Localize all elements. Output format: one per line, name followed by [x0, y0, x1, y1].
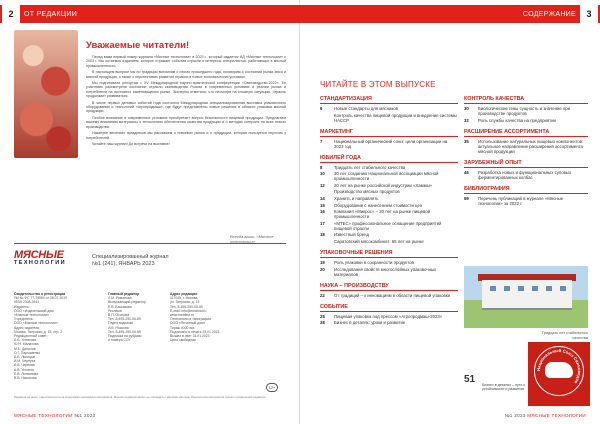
- toc-entry[interactable]: [464, 196, 588, 206]
- toc-entry[interactable]: [464, 118, 588, 123]
- toc-page-number: 30: [464, 106, 469, 111]
- imprint-line: А.В. Чернова: [14, 363, 35, 368]
- imprint-column: [108, 292, 166, 342]
- toc-section-header: СТАНДАРТИЗАЦИЯ: [320, 96, 458, 104]
- imprint-line: Вышел в свет 31.01.2023: [170, 334, 210, 339]
- imprint-line: Издатель:: [14, 304, 30, 309]
- imprint-header: Адрес редакции: [170, 292, 198, 296]
- imprint-line: Отпечатано в типографии: [170, 317, 211, 322]
- factory-window: [560, 286, 566, 291]
- right-page: [300, 0, 600, 424]
- toc-section-header: ЮБИЛЕЙ ГОДА: [320, 155, 458, 163]
- toc-section: [464, 96, 588, 123]
- toc-page-number: 8: [320, 164, 323, 170]
- toc-page-number: [320, 113, 334, 123]
- toc-entry-title: Разработка новых и функциональных суповых ферментированных колбас: [478, 169, 572, 180]
- toc-page-number: 25: [320, 313, 325, 319]
- factory-window: [546, 286, 552, 291]
- imprint-line: И.М. Чернуха: [14, 359, 36, 364]
- toc-page-number: 20: [320, 266, 325, 272]
- toc-section-header: КОНТРОЛЬ КАЧЕСТВА: [464, 96, 588, 104]
- imprint-line: Реклама: [108, 308, 122, 313]
- imprint-line: Л.М. Романова: [108, 296, 132, 301]
- toc-page-number: 59: [464, 195, 469, 201]
- imprint-line: Отдел подписки: [108, 321, 134, 326]
- toc-entry-title: Использование натуральных пищевых компонентов: актуальное направление расширения ассортимента мясной продукции: [478, 138, 584, 154]
- toc-page-number: 46: [464, 169, 469, 175]
- logo-subtext: ТЕХНОЛОГИИ: [14, 260, 66, 266]
- factory-photo: [464, 266, 588, 328]
- toc-page-number: 22: [320, 292, 325, 298]
- age-rating-badge: 12+: [266, 383, 278, 392]
- imprint-line: 117049, г. Москва,: [170, 296, 199, 301]
- toc-entry[interactable]: [464, 106, 588, 116]
- promo-page-number: 51: [464, 374, 476, 385]
- factory-window: [532, 286, 538, 291]
- factory-building: [482, 280, 572, 310]
- toc-page-number: 35: [464, 138, 469, 144]
- toc-section-header: ЗАРУБЕЖНЫЙ ОПЫТ: [464, 160, 588, 168]
- left-section-bar: [0, 5, 300, 23]
- toc-entry[interactable]: [320, 106, 458, 111]
- toc-entry-title: Производство мясных продуктов: [334, 189, 400, 195]
- left-footer: [14, 413, 95, 418]
- imprint-line: ISSN 2308-2941: [14, 300, 40, 305]
- toc-entry[interactable]: [320, 221, 458, 231]
- imprint-line: «Мясные технологии»: [14, 313, 49, 318]
- toc-section-header: БИБЛИОГРАФИЯ: [464, 186, 588, 194]
- footer-brand: МЯСНЫЕ ТЕХНОЛОГИИ: [527, 413, 586, 418]
- toc-section-header: РАСШИРЕНИЕ АССОРТИМЕНТА: [464, 129, 588, 137]
- toc-entry-title: Оборудование с нанесением стоимости цен: [334, 202, 423, 208]
- imprint-line: А.В. Устинова: [14, 338, 36, 343]
- editorial-paragraph: Читайте наш журнал! До встречи на выставке!: [92, 141, 170, 146]
- editorial-text: [86, 55, 286, 148]
- toc-page-number: 12: [320, 182, 325, 188]
- imprint-line: Москва, Тверская, д. 15, стр. 2: [14, 329, 63, 334]
- imprint-line: Тел. 8-495-250-06-89: [108, 329, 141, 334]
- toc-entry[interactable]: [320, 314, 458, 319]
- toc-entry-title: Бизнес в деталях: уроки и развитие: [334, 320, 406, 326]
- imprint-header: Свидетельство о регистрации: [14, 292, 66, 296]
- imprint-line: Цена свободная: [170, 338, 196, 343]
- imprint-line: ООО «Издательский дом: [14, 308, 54, 313]
- toc-entry[interactable]: [320, 209, 458, 219]
- imprint-line: ПИ № ФС 77-75594 от 08.07.2019: [14, 296, 67, 301]
- imprint-line: ООО «Печатный дом»: [170, 321, 206, 326]
- toc-entry-title: Национальный органический союз: цели организации на 2023 год: [334, 138, 448, 149]
- divider: [14, 243, 286, 244]
- toc-entry[interactable]: [320, 267, 458, 277]
- toc-entry-title: Контроль качества пищевой продукции и внедрение системы НАССР: [334, 112, 457, 123]
- imprint-line: Тел. 8-495-250-06-89: [170, 304, 203, 309]
- toc-entry[interactable]: [320, 183, 458, 188]
- imprint-column: [170, 292, 226, 342]
- right-footer: [505, 413, 586, 418]
- imprint-line: Тел. 8-495-250-06-89: [108, 317, 141, 322]
- imprint-line: ул. Тверская, д. 15: [170, 300, 200, 305]
- toc-entry[interactable]: [320, 232, 458, 237]
- toc-section: [464, 186, 588, 206]
- toc-entry-title: От традиций – к инновациям в области пищевой упаковки: [334, 292, 451, 298]
- toc-entry-title: Компания «Микрос» – 20 лет на рынке пищевой промышленности: [334, 209, 431, 220]
- toc-entry[interactable]: [464, 170, 588, 180]
- imprint-line: Редакционный совет:: [14, 334, 48, 339]
- toc-entry-title: Известный бренд: [334, 232, 369, 238]
- toc-page-number: 32: [464, 117, 469, 123]
- editorial-paragraph: Накануне весенних праздников мы расскажем о новинках рынка и о продукции, которая пользуется спросом у потребителей.: [86, 131, 286, 140]
- toc-entry[interactable]: [320, 203, 458, 208]
- editorial-title: Уважаемые читатели!: [86, 40, 190, 51]
- toc-entry[interactable]: [320, 113, 458, 123]
- imprint-line: Подписано в печать 25.01.2023: [170, 329, 220, 334]
- pig-union-ad: [528, 342, 590, 406]
- imprint-line: В.В. Насонова: [14, 376, 37, 381]
- toc-section: [320, 250, 458, 277]
- right-section-bar: [300, 5, 600, 23]
- editorial-paragraph: Мы подготовили репортаж с XV Международной научно-практической конференции «Свиноводство-2022». Ее участники рассмотрели состояние отрасли свиноводства России в современных условиях и реалии рынка и потребителя на постоянно изменяющемся рынке. Эксперты отметили, что несмотря на сложную ситуацию, отрасль продолжает развиваться.: [86, 81, 286, 99]
- imprint-line: Тираж 4000 экз.: [170, 325, 196, 330]
- journal-type: Специализированный журнал: [92, 254, 169, 260]
- toc-entry[interactable]: [320, 196, 458, 201]
- toc-entry[interactable]: [320, 239, 458, 244]
- editorial-signature: Всегда ваши, «Мясные технологии»: [230, 234, 274, 244]
- imprint-column: [14, 292, 72, 380]
- toc-page-number: 10: [320, 171, 325, 177]
- imprint-line: В.П. Осипова: [108, 313, 130, 318]
- toc-section-header: НАУКА – ПРОИЗВОДСТВУ: [320, 283, 458, 291]
- toc-entry-title: 20 лет на рынке российской индустрии «Хаммы»: [334, 182, 433, 188]
- toc-entry[interactable]: [320, 171, 458, 181]
- sausage-photo: [14, 30, 78, 158]
- toc-entry-title: Тридцать лет стабильного качества: [334, 164, 406, 170]
- imprint-line: И.В. Носкова: [108, 325, 129, 330]
- journal-description: [92, 254, 169, 268]
- journal-issue: №1 (241), ЯНВАРЬ 2023: [92, 261, 155, 267]
- toc-section-header: МАРКЕТИНГ: [320, 129, 458, 137]
- imprint-line: Е.В. Литвинова: [14, 371, 39, 376]
- factory-window: [518, 286, 524, 291]
- imprint-line: Е.В. Баскакова: [108, 304, 132, 309]
- toc-entry-title: Саратовский мясокомбинат: 65 лет на рынке: [334, 238, 424, 244]
- right-page-number: 3: [580, 5, 598, 23]
- imprint-line: Ю.Н. Малахова: [14, 342, 39, 347]
- toc-entry[interactable]: [464, 139, 588, 154]
- toc-page-number: 6: [320, 106, 323, 111]
- imprint-line: О.Г. Пархоменко: [14, 350, 41, 355]
- toc-entry[interactable]: [320, 293, 458, 298]
- editorial-paragraph: Перед вами первый номер журнала «Мясные технологии» в 2023 г., который издается ИД «Мясные технологии» с 2003 г. Мы остаемся изданием, которое отражает события отрасли и интересы специалистов, работающих в мясной промышленности.: [86, 55, 286, 68]
- imprint-line: А.Б. Лисицын: [14, 355, 36, 360]
- toc-section: [320, 155, 458, 244]
- toc-page-number: [320, 189, 334, 194]
- toc-entry[interactable]: [320, 189, 458, 194]
- pig-icon: [545, 362, 573, 378]
- toc-entry-title: Исследования свойств многослойных упаковочных материалов: [334, 266, 437, 277]
- toc-entry[interactable]: [320, 165, 458, 170]
- toc-entry-title: «МТЕС» профессиональное оснащение предприятий пищевой отрасли: [334, 220, 442, 231]
- imprint-line: Адрес издателя:: [14, 325, 40, 330]
- toc-entry-title: Хранить и направлять: [334, 195, 379, 201]
- imprint-line: Подписка на рубрики: [108, 334, 142, 339]
- toc-section-header: СОБЫТИЕ: [320, 304, 458, 312]
- left-section-label: ОТ РЕДАКЦИИ: [24, 10, 78, 18]
- imprint-line: А.В. Устинов: [14, 367, 34, 372]
- toc-section: [320, 304, 458, 326]
- imprint-line: ООО «Мясные технологии»: [14, 321, 58, 326]
- photo-caption: Тридцать лет стабильного качества: [541, 331, 588, 340]
- toc-page-number: 15: [320, 202, 325, 208]
- footer-issue: №1 2023: [504, 413, 526, 418]
- toc-entry[interactable]: [320, 260, 458, 265]
- toc-column-left: [320, 96, 458, 331]
- right-section-label: СОДЕРЖАНИЕ: [522, 10, 576, 18]
- editorial-paragraph: Особое внимание в современных условиях приобретает вопрос безопасности пищевой продукции. Предлагаем вашему вниманию материалы о технологиях обеспечения качества продукции и о методах контроля на всех этапах производства.: [86, 115, 286, 129]
- editorial-paragraph: В настоящем выпуске мы по традиции вспомним о итогах прошедшего года, поговорим о состоянии рынка мяса и мясной продукции, а также о перспективах развития отрасли в новых экономических условиях.: [86, 70, 286, 79]
- imprint-line: Выпускающий редактор: [108, 300, 146, 305]
- factory-window: [504, 286, 510, 291]
- toc-entry-title: 30 лет созданию Национальной ассоциации мясной промышленности: [334, 171, 439, 182]
- toc-page-number: [320, 239, 334, 244]
- toc-section-header: УПАКОВОЧНЫЕ РЕШЕНИЯ: [320, 250, 458, 258]
- imprint-line: и номера ССУ: [108, 338, 131, 343]
- toc-entry-title: Пищевая упаковка под прессом «Агропродмаш-2023»: [334, 313, 443, 319]
- toc-entry-title: Новые стандарты для мясников: [334, 106, 399, 111]
- imprint-line: www.meatind.ru: [170, 313, 195, 318]
- factory-window: [490, 286, 496, 291]
- toc-page-number: 19: [320, 259, 325, 265]
- footer-issue: №1 2023: [74, 413, 96, 418]
- journal-logo: [14, 250, 82, 266]
- imprint-line: E-mail: info@meatind.ru: [170, 308, 207, 313]
- toc-page-number: 18: [320, 232, 325, 238]
- seal-ring-label: Национальный Союз Свиноводов: [535, 347, 583, 385]
- promo-text: Бизнес в деталях – путь к устойчивости и развитию: [482, 383, 525, 392]
- toc-column-right: [464, 96, 588, 212]
- toc-entry[interactable]: [320, 320, 458, 325]
- left-page-number: 2: [2, 5, 20, 23]
- toc-page-number: 7: [320, 138, 323, 144]
- editorial-paragraph: В числе первых деловых событий года состоится Международная специализированная выставка упаковочного оборудования и технологий «Агропродмаш», где будут представлены новые решения в области упаковки мясной продукции.: [86, 100, 286, 114]
- toc-entry-title: Перечень публикаций в журнале «Мясные технологии» за 2022 г.: [478, 195, 564, 206]
- imprint-header: Главный редактор: [108, 292, 140, 296]
- toc-section: [320, 96, 458, 123]
- imprint-line: Учредитель:: [14, 317, 34, 322]
- footer-brand: МЯСНЫЕ ТЕХНОЛОГИИ: [14, 413, 73, 418]
- footer-note: Редакция не несет ответственности за содержание рекламных материалов. Мнение редакции может не совпадать с мнением авторов. Перепечатка материалов только с разрешения редакции.: [14, 395, 267, 399]
- toc-entry-title: Роль упаковки в сохранности продуктов: [334, 259, 414, 265]
- toc-section: [464, 129, 588, 154]
- toc-title: ЧИТАЙТЕ В ЭТОМ ВЫПУСКЕ: [320, 80, 436, 89]
- logo-text: МЯСНЫЕ: [14, 249, 64, 261]
- toc-page-number: 16: [320, 209, 325, 215]
- toc-entry-title: Биологические гены сущность и значение при производстве продуктов: [478, 106, 571, 116]
- toc-page-number: 14: [320, 195, 325, 201]
- toc-entry-title: Роль службы качества на предприятии: [478, 117, 556, 123]
- toc-section: [464, 160, 588, 180]
- toc-page-number: 28: [320, 320, 325, 326]
- toc-section: [320, 283, 458, 298]
- toc-entry[interactable]: [320, 139, 458, 149]
- imprint-line: М.Б. Данилов: [14, 346, 36, 351]
- toc-section: [320, 129, 458, 149]
- toc-page-number: 17: [320, 220, 325, 226]
